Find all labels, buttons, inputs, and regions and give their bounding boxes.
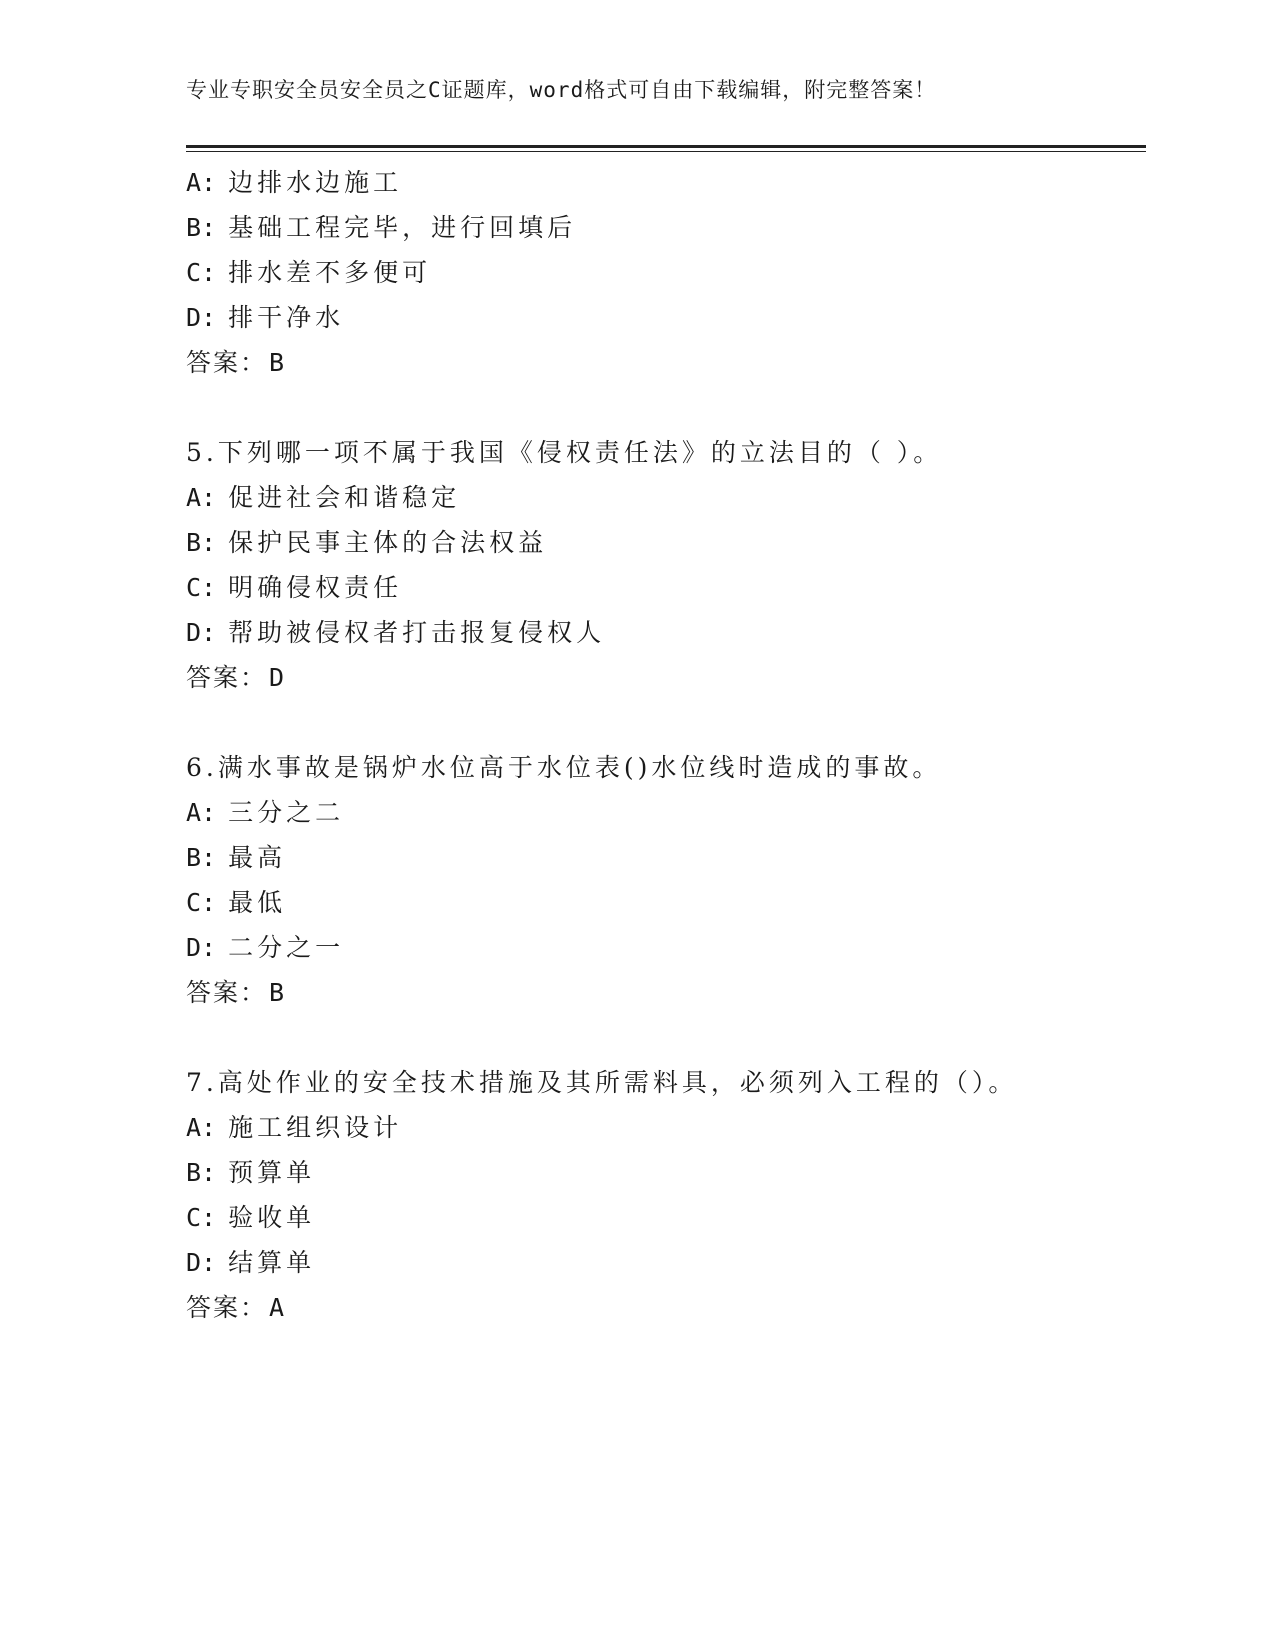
page-header: 专业专职安全员安全员之C证题库，word格式可自由下载编辑，附完整答案！ xyxy=(186,78,937,102)
header-divider-thin xyxy=(186,151,1146,152)
option-b xyxy=(186,1150,1146,1195)
option-d xyxy=(186,295,1146,340)
option-label: B: xyxy=(186,1158,217,1187)
question-text: 5.下列哪一项不属于我国《侵权责任法》的立法目的（ ）。 xyxy=(186,438,943,467)
option-d xyxy=(186,925,1146,970)
option-text: 促进社会和谐稳定 xyxy=(228,483,461,512)
option-text: 验收单 xyxy=(228,1203,316,1232)
answer-value: D xyxy=(269,663,287,692)
option-label: A: xyxy=(186,168,217,197)
option-label: D: xyxy=(186,618,217,647)
answer-value: B xyxy=(269,348,287,377)
header-divider-thick xyxy=(186,145,1146,148)
option-text: 最高 xyxy=(228,843,287,872)
option-label: A: xyxy=(186,798,217,827)
option-a xyxy=(186,790,1146,835)
option-b xyxy=(186,835,1146,880)
option-label: D: xyxy=(186,1248,217,1277)
option-text: 二分之一 xyxy=(228,933,345,962)
answer-line xyxy=(186,340,1146,385)
option-text: 基础工程完毕，进行回填后 xyxy=(228,213,577,242)
question-block xyxy=(186,430,1146,700)
option-c xyxy=(186,1195,1146,1240)
option-a xyxy=(186,1105,1146,1150)
answer-label: 答案： xyxy=(186,1293,268,1322)
answer-label: 答案： xyxy=(186,978,268,1007)
option-text: 边排水边施工 xyxy=(228,168,403,197)
answer-line xyxy=(186,1285,1146,1330)
option-label: C: xyxy=(186,1203,217,1232)
option-label: C: xyxy=(186,258,217,287)
option-text: 三分之二 xyxy=(228,798,345,827)
option-text: 预算单 xyxy=(228,1158,316,1187)
option-label: B: xyxy=(186,213,217,242)
question-block xyxy=(186,160,1146,385)
option-label: D: xyxy=(186,303,217,332)
option-d xyxy=(186,1240,1146,1285)
option-text: 最低 xyxy=(228,888,287,917)
answer-label: 答案： xyxy=(186,348,268,377)
answer-value: B xyxy=(269,978,287,1007)
option-c xyxy=(186,565,1146,610)
option-label: B: xyxy=(186,528,217,557)
question-list xyxy=(186,160,1146,1330)
question-text: 6.满水事故是锅炉水位高于水位表()水位线时造成的事故。 xyxy=(186,753,942,782)
option-label: A: xyxy=(186,483,217,512)
option-c xyxy=(186,250,1146,295)
option-text: 帮助被侵权者打击报复侵权人 xyxy=(228,618,606,647)
option-text: 明确侵权责任 xyxy=(228,573,403,602)
answer-value: A xyxy=(269,1293,287,1322)
option-b xyxy=(186,520,1146,565)
option-d xyxy=(186,610,1146,655)
answer-label: 答案： xyxy=(186,663,268,692)
question-text: 7.高处作业的安全技术措施及其所需料具，必须列入工程的（）。 xyxy=(186,1068,1018,1097)
option-label: D: xyxy=(186,933,217,962)
block-gap xyxy=(186,385,1146,430)
option-label: A: xyxy=(186,1113,217,1142)
option-b xyxy=(186,205,1146,250)
block-gap xyxy=(186,700,1146,745)
answer-line xyxy=(186,655,1146,700)
option-a xyxy=(186,475,1146,520)
option-text: 排干净水 xyxy=(228,303,345,332)
option-text: 排水差不多便可 xyxy=(228,258,432,287)
question-block xyxy=(186,745,1146,1015)
option-a xyxy=(186,160,1146,205)
question-block xyxy=(186,1060,1146,1330)
answer-line xyxy=(186,970,1146,1015)
block-gap xyxy=(186,1015,1146,1060)
option-label: B: xyxy=(186,843,217,872)
option-label: C: xyxy=(186,573,217,602)
option-label: C: xyxy=(186,888,217,917)
option-text: 施工组织设计 xyxy=(228,1113,403,1142)
option-text: 保护民事主体的合法权益 xyxy=(228,528,548,557)
option-text: 结算单 xyxy=(228,1248,316,1277)
option-c xyxy=(186,880,1146,925)
